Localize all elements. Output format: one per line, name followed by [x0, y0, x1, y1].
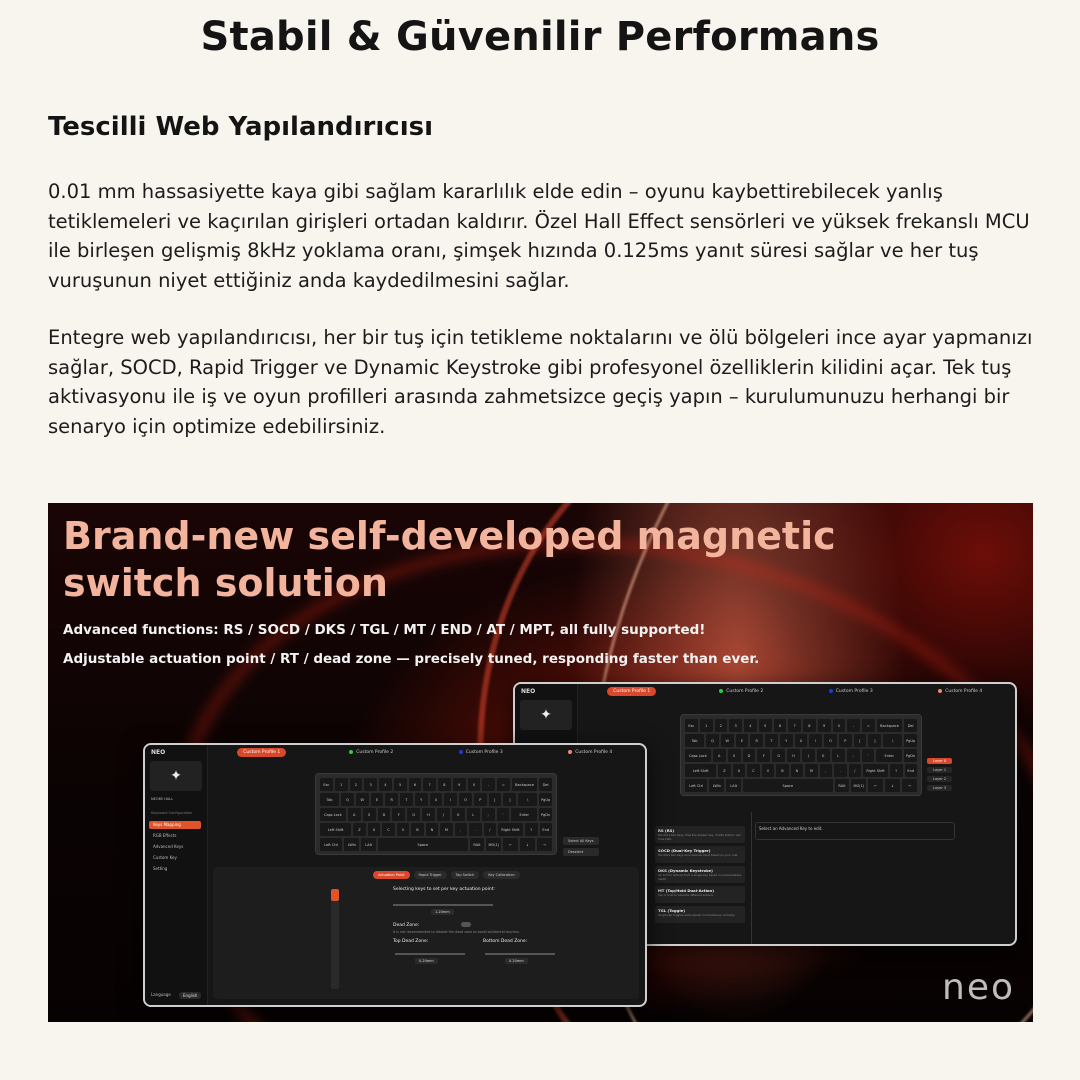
- advanced-key-desc: Tap or hold to execute different actions.: [658, 893, 714, 897]
- key[interactable]: PgDn: [539, 808, 552, 821]
- tab-profile-1[interactable]: [577, 684, 687, 698]
- key[interactable]: P: [474, 793, 487, 806]
- star-icon: ✦: [150, 761, 202, 791]
- key[interactable]: Esc: [320, 778, 333, 791]
- key[interactable]: L: [467, 808, 480, 821]
- key[interactable]: Y: [780, 734, 793, 747]
- sidebar-item-custom-key[interactable]: Custom Key: [153, 855, 177, 860]
- list-item[interactable]: [655, 846, 745, 863]
- layer-button[interactable]: Layer 3: [927, 785, 952, 791]
- key[interactable]: Enter: [876, 749, 902, 762]
- advanced-key-editor: Select an Advanced Key to edit.: [755, 822, 955, 840]
- key[interactable]: V: [762, 764, 774, 777]
- key[interactable]: U: [795, 734, 808, 747]
- key[interactable]: O: [824, 734, 837, 747]
- tab-profile-4[interactable]: [906, 684, 1016, 698]
- key[interactable]: W: [721, 734, 734, 747]
- sidebar-item-setting[interactable]: Setting: [153, 866, 168, 871]
- key[interactable]: 2: [350, 778, 363, 791]
- list-item[interactable]: [655, 826, 745, 843]
- status-dot-icon: [829, 689, 833, 693]
- advanced-keys-list: [655, 826, 745, 926]
- advanced-key-desc: Up to four actions from a single key based on press/release depth.: [658, 873, 742, 881]
- tab-profile-3[interactable]: [796, 684, 906, 698]
- paragraph-configurator: Entegre web yapılandırıcısı, her bir tuş için tetikleme noktalarını ve ölü bölgeleri ince ayar yapmanızı sağlar, SOCD, Rapid Trigger ve Dynamic Keystroke gibi profesyonel özelliklerin kilidini açar. Tek tuş aktivasyonu ile iş ve oyun profilleri arasında zahmetsizce geçiş yapın – kurulumunuzu herhangi bir senaryo için optimize edebilirsiniz.: [48, 326, 1033, 438]
- advanced-key-desc: Monitors two keys, fires the deeper key, if both bottom out, fires both.: [658, 833, 742, 841]
- tab-profile-3[interactable]: [426, 745, 536, 759]
- key[interactable]: S: [363, 808, 376, 821]
- list-item[interactable]: [655, 886, 745, 903]
- key[interactable]: Caps Lock: [685, 749, 711, 762]
- keyboard-layout: [315, 773, 557, 855]
- key[interactable]: Right Shift: [863, 764, 888, 777]
- key[interactable]: 0: [468, 778, 481, 791]
- key[interactable]: LAlt: [361, 838, 376, 851]
- key[interactable]: J: [437, 808, 450, 821]
- key[interactable]: 9: [453, 778, 466, 791]
- key[interactable]: ↑: [525, 823, 537, 836]
- top-dead-zone-value: 0.20mm: [415, 958, 438, 964]
- key[interactable]: ]: [503, 793, 516, 806]
- banner-title-line2: switch solution: [63, 561, 388, 605]
- key[interactable]: W: [356, 793, 369, 806]
- advanced-key-desc: Single tap toggles auto-repeat; hold behaves normally.: [658, 913, 735, 917]
- sidebar: [145, 745, 208, 1005]
- advanced-key-title: RS (RS): [658, 828, 675, 833]
- key[interactable]: ,: [455, 823, 467, 836]
- banner-title-line1: Brand-new self-developed magnetic: [63, 514, 836, 558]
- key[interactable]: Y: [415, 793, 428, 806]
- section-subheading: Tescilli Web Yapılandırıcısı: [48, 112, 433, 142]
- key[interactable]: PgUp: [539, 793, 552, 806]
- tab-label: Custom Profile 4: [945, 688, 983, 694]
- actuation-title: Selecting keys to set per key actuation point:: [393, 887, 496, 892]
- key[interactable]: =: [862, 719, 875, 732]
- key[interactable]: Z: [353, 823, 365, 836]
- key[interactable]: -: [482, 778, 495, 791]
- key[interactable]: M: [805, 764, 817, 777]
- key[interactable]: E: [736, 734, 749, 747]
- key[interactable]: F: [757, 749, 770, 762]
- key[interactable]: 0: [833, 719, 846, 732]
- key[interactable]: ,: [820, 764, 832, 777]
- key[interactable]: F: [392, 808, 405, 821]
- dead-zone-hint: It is not recommended to disable the dead zone to avoid accidental touches.: [393, 930, 520, 934]
- key[interactable]: Del: [539, 778, 552, 791]
- status-dot-icon: [938, 689, 942, 693]
- banner-feature-line: Advanced functions: RS / SOCD / DKS / TGL / MT / END / AT / MPT, all fully supported!: [63, 622, 706, 638]
- key[interactable]: Right Shift: [498, 823, 523, 836]
- key[interactable]: Backspace: [512, 778, 538, 791]
- key[interactable]: B: [411, 823, 423, 836]
- tab-label: Custom Profile 1: [237, 748, 286, 757]
- layer-selector: [927, 758, 952, 794]
- travel-indicator: [331, 889, 339, 989]
- key[interactable]: N: [426, 823, 438, 836]
- travel-indicator-fill: [331, 889, 339, 901]
- layer-button[interactable]: Layer 0: [927, 758, 952, 764]
- key[interactable]: 1: [700, 719, 713, 732]
- key[interactable]: .: [834, 764, 846, 777]
- key[interactable]: G: [772, 749, 785, 762]
- key[interactable]: X: [368, 823, 380, 836]
- key[interactable]: ↓: [520, 838, 535, 851]
- tab-label: Custom Profile 1: [607, 687, 656, 696]
- bottom-dead-zone-value: 0.20mm: [505, 958, 528, 964]
- sidebar-item-advanced-keys[interactable]: Advanced Keys: [153, 844, 184, 849]
- product-banner: [48, 503, 1033, 1022]
- sidebar-section-label: Keyboard Configuration: [151, 811, 193, 815]
- top-dead-zone-label: Top Dead Zone:: [393, 939, 429, 944]
- top-dead-zone-slider[interactable]: [395, 953, 465, 955]
- profile-tabs: [577, 684, 1015, 698]
- key[interactable]: =: [497, 778, 510, 791]
- key[interactable]: K: [452, 808, 465, 821]
- key[interactable]: 7: [423, 778, 436, 791]
- tab-label: Custom Profile 2: [726, 688, 764, 694]
- key[interactable]: →: [902, 779, 917, 792]
- key[interactable]: Caps Lock: [320, 808, 346, 821]
- key[interactable]: \: [518, 793, 537, 806]
- key[interactable]: Del: [904, 719, 917, 732]
- advanced-key-title: TGL (Toggle): [658, 908, 685, 913]
- key[interactable]: 3: [364, 778, 377, 791]
- key[interactable]: Left Shift: [320, 823, 351, 836]
- status-dot-icon: [349, 750, 353, 754]
- key[interactable]: S: [728, 749, 741, 762]
- key[interactable]: K: [817, 749, 830, 762]
- paragraph-stability: 0.01 mm hassasiyette kaya gibi sağlam kararlılık elde edin – oyunu kaybettirebilecek yanlış tetiklemeleri ve kaçırılan girişleri ortadan kaldırır. Özel Hall Effect sensörleri ve yüksek frekanslı MCU ile birleşen gelişmiş 8kHz yoklama oranı, şimşek hızında 0.125ms yanıt süresi sağlar ve her tuş vuruşunun niyet ettiğiniz anda kaydedilmesini sağlar.: [48, 180, 1030, 292]
- key[interactable]: 8: [438, 778, 451, 791]
- key[interactable]: M: [440, 823, 452, 836]
- key[interactable]: X: [733, 764, 745, 777]
- key[interactable]: 5: [759, 719, 772, 732]
- key[interactable]: RAlt: [470, 838, 485, 851]
- key[interactable]: Left Ctrl: [320, 838, 342, 851]
- key[interactable]: ←: [503, 838, 518, 851]
- advanced-key-title: MT (Tap/Hold Dual-Action): [658, 888, 714, 893]
- key[interactable]: MO(1): [851, 779, 866, 792]
- key[interactable]: 6: [774, 719, 787, 732]
- key[interactable]: 4: [744, 719, 757, 732]
- key[interactable]: V: [397, 823, 409, 836]
- tab-profile-1[interactable]: [207, 745, 317, 759]
- key[interactable]: PgUp: [904, 734, 917, 747]
- key[interactable]: Tab: [685, 734, 704, 747]
- page-headline: Stabil & Güvenilir Performans: [200, 14, 880, 60]
- key[interactable]: 8: [803, 719, 816, 732]
- key[interactable]: ↑: [890, 764, 902, 777]
- key[interactable]: ': [862, 749, 875, 762]
- tab-label: Custom Profile 3: [465, 749, 503, 755]
- key[interactable]: D: [378, 808, 391, 821]
- tab-profile-4[interactable]: [536, 745, 646, 759]
- layer-button[interactable]: Layer 2: [927, 776, 952, 782]
- status-dot-icon: [719, 689, 723, 693]
- key[interactable]: RAlt: [835, 779, 850, 792]
- key[interactable]: 5: [394, 778, 407, 791]
- status-dot-icon: [568, 750, 572, 754]
- star-icon: ✦: [520, 700, 572, 730]
- tab-label: Custom Profile 4: [575, 749, 613, 755]
- layer-button[interactable]: Layer 1: [927, 767, 952, 773]
- key[interactable]: G: [407, 808, 420, 821]
- key[interactable]: I: [809, 734, 822, 747]
- select-all-button[interactable]: Select All Keys: [563, 837, 599, 845]
- advanced-key-title: SOCD (Dual-Key Trigger): [658, 848, 711, 853]
- key[interactable]: LWin: [344, 838, 359, 851]
- key[interactable]: H: [422, 808, 435, 821]
- key[interactable]: MO(1): [486, 838, 501, 851]
- key[interactable]: T: [400, 793, 413, 806]
- key[interactable]: U: [430, 793, 443, 806]
- tab-actuation-point[interactable]: Actuation Point: [373, 871, 410, 879]
- key[interactable]: Backspace: [877, 719, 903, 732]
- key[interactable]: /: [849, 764, 861, 777]
- advanced-key-title: DKS (Dynamic Keystroke): [658, 868, 713, 873]
- key[interactable]: [: [489, 793, 502, 806]
- language-select[interactable]: English: [179, 992, 201, 999]
- key[interactable]: P: [839, 734, 852, 747]
- key[interactable]: PgDn: [904, 749, 917, 762]
- configurator-window-mapping: [143, 743, 647, 1007]
- language-label: Language: [151, 992, 171, 997]
- key[interactable]: ←: [868, 779, 883, 792]
- key[interactable]: A: [713, 749, 726, 762]
- device-name: NEO65 HALL: [151, 797, 174, 801]
- panel-divider: [751, 812, 752, 944]
- key[interactable]: ]: [868, 734, 881, 747]
- key[interactable]: Tab: [320, 793, 339, 806]
- status-dot-icon: [459, 750, 463, 754]
- dead-zone-toggle[interactable]: [461, 922, 471, 927]
- tab-tap-switch[interactable]: Tap Switch: [451, 871, 480, 879]
- sidebar-item-rgb-effects[interactable]: RGB Effects: [153, 833, 177, 838]
- key[interactable]: Q: [341, 793, 354, 806]
- tab-profile-2[interactable]: [317, 745, 427, 759]
- tab-label: Custom Profile 3: [835, 688, 873, 694]
- key[interactable]: Enter: [511, 808, 537, 821]
- bottom-dead-zone-slider[interactable]: [485, 953, 555, 955]
- key[interactable]: 3: [729, 719, 742, 732]
- key[interactable]: ': [497, 808, 510, 821]
- key[interactable]: 1: [335, 778, 348, 791]
- key[interactable]: -: [847, 719, 860, 732]
- key[interactable]: O: [459, 793, 472, 806]
- tab-label: Custom Profile 2: [356, 749, 394, 755]
- key[interactable]: .: [469, 823, 481, 836]
- sidebar-item-keys-mapping[interactable]: Keys Mapping: [149, 821, 201, 829]
- selection-buttons: [563, 837, 599, 859]
- key[interactable]: LAlt: [726, 779, 741, 792]
- brand-logo: neo: [942, 967, 1015, 1008]
- key[interactable]: \: [883, 734, 902, 747]
- key[interactable]: B: [776, 764, 788, 777]
- key[interactable]: D: [743, 749, 756, 762]
- deselect-button[interactable]: Deselect: [563, 848, 599, 856]
- key[interactable]: Left Ctrl: [685, 779, 707, 792]
- key[interactable]: →: [537, 838, 552, 851]
- key[interactable]: Left Shift: [685, 764, 716, 777]
- key[interactable]: H: [787, 749, 800, 762]
- key[interactable]: Q: [706, 734, 719, 747]
- key[interactable]: End: [540, 823, 552, 836]
- advanced-key-desc: Monitors two keys and resolves input based on your rule.: [658, 853, 739, 857]
- key[interactable]: I: [444, 793, 457, 806]
- key[interactable]: ;: [847, 749, 860, 762]
- key[interactable]: Space: [743, 779, 832, 792]
- key[interactable]: End: [905, 764, 917, 777]
- key[interactable]: Z: [718, 764, 730, 777]
- tab-rapid-trigger[interactable]: Rapid Trigger: [414, 871, 447, 879]
- key[interactable]: C: [747, 764, 759, 777]
- key[interactable]: 4: [379, 778, 392, 791]
- key[interactable]: T: [765, 734, 778, 747]
- dead-zone-title: Dead Zone:: [393, 923, 420, 928]
- key[interactable]: N: [791, 764, 803, 777]
- profile-tabs: [207, 745, 645, 759]
- list-item[interactable]: [655, 906, 745, 923]
- key[interactable]: 7: [788, 719, 801, 732]
- key[interactable]: Space: [378, 838, 467, 851]
- mode-tabs: [373, 871, 520, 879]
- key[interactable]: E: [371, 793, 384, 806]
- keyboard-layout: [680, 714, 922, 796]
- key[interactable]: R: [750, 734, 763, 747]
- key[interactable]: LWin: [709, 779, 724, 792]
- bottom-dead-zone-label: Bottom Dead Zone:: [483, 939, 528, 944]
- actuation-value: 1.20mm: [431, 909, 454, 915]
- tab-profile-2[interactable]: [687, 684, 797, 698]
- key[interactable]: Esc: [685, 719, 698, 732]
- list-item[interactable]: [655, 866, 745, 883]
- actuation-panel: [213, 867, 639, 999]
- banner-title: [63, 513, 836, 607]
- key[interactable]: 2: [715, 719, 728, 732]
- key[interactable]: ↓: [885, 779, 900, 792]
- key[interactable]: ;: [482, 808, 495, 821]
- key[interactable]: 6: [409, 778, 422, 791]
- key[interactable]: A: [348, 808, 361, 821]
- actuation-slider[interactable]: [393, 904, 493, 906]
- key[interactable]: C: [382, 823, 394, 836]
- key[interactable]: 9: [818, 719, 831, 732]
- sidebar-brand: NEO: [521, 688, 536, 695]
- sidebar-brand: NEO: [151, 749, 166, 756]
- key[interactable]: J: [802, 749, 815, 762]
- key[interactable]: R: [385, 793, 398, 806]
- key[interactable]: [: [854, 734, 867, 747]
- tab-key-calibration[interactable]: Key Calibration: [483, 871, 520, 879]
- banner-tuning-line: Adjustable actuation point / RT / dead zone — precisely tuned, responding faster than ever.: [63, 651, 760, 667]
- key[interactable]: /: [484, 823, 496, 836]
- key[interactable]: L: [832, 749, 845, 762]
